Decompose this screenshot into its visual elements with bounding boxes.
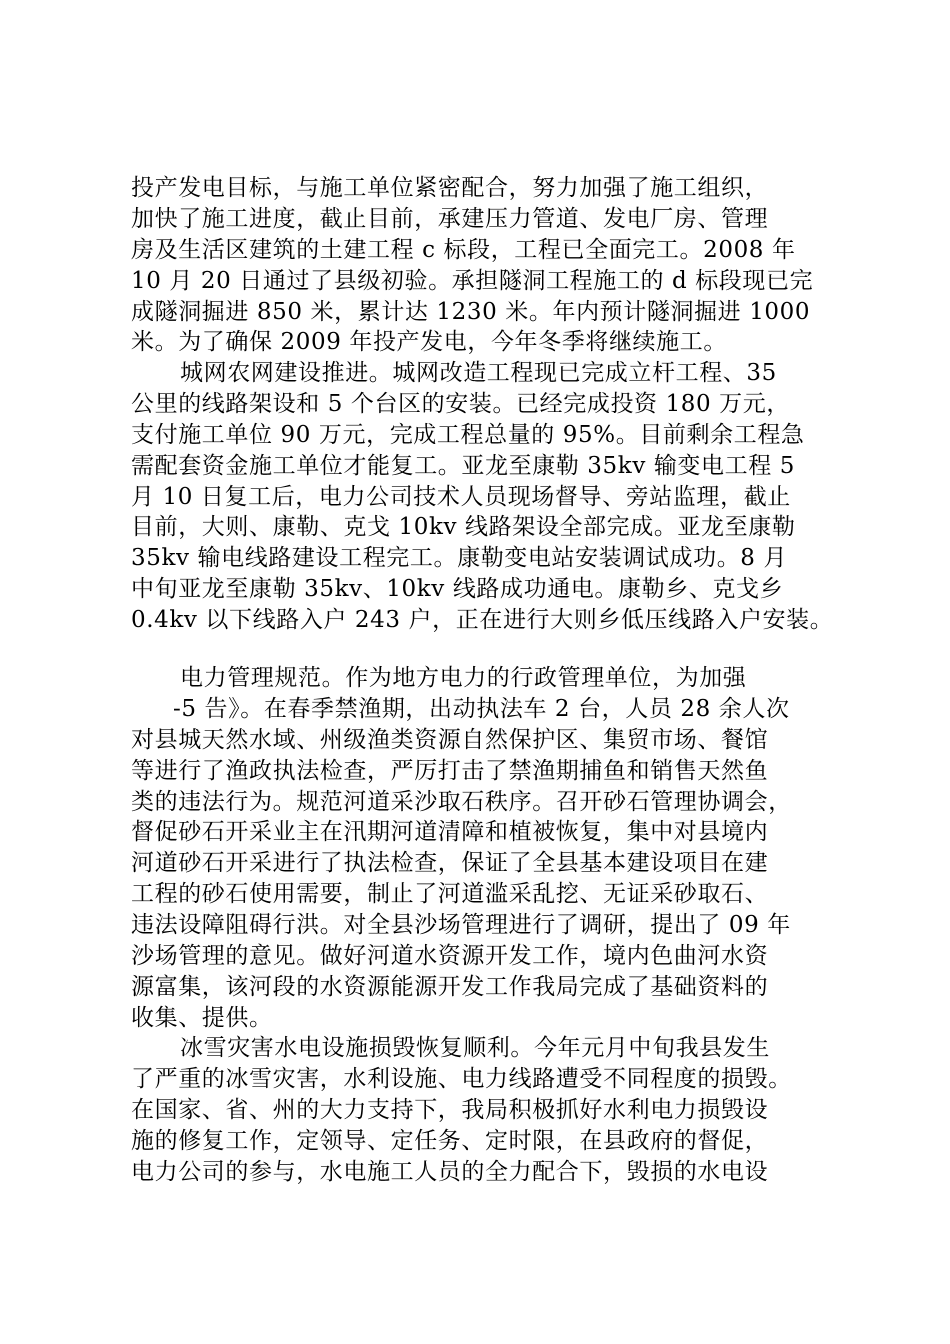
text-line: 加快了施工进度，截止目前，承建压力管道、发电厂房、管理 (131, 205, 769, 232)
text-line: 等进行了渔政执法检查，严厉打击了禁渔期捕鱼和销售天然鱼 (131, 757, 769, 784)
text-line: 在国家、省、州的大力支持下，我局积极抓好水利电力损毁设 (131, 1096, 769, 1123)
text-line: 月 10 日复工后，电力公司技术人员现场督导、旁站监理，截止 (131, 483, 791, 510)
text-line: 支付施工单位 90 万元，完成工程总量的 95%。目前剩余工程急 (131, 421, 805, 448)
text-line: 需配套资金施工单位才能复工。亚龙至康勒 35kv 输变电工程 5 (131, 452, 795, 479)
text-line: 源富集，该河段的水资源能源开发工作我局完成了基础资料的 (131, 973, 769, 1000)
text-line: 工程的砂石使用需要，制止了河道滥采乱挖、无证采砂取石、 (131, 881, 769, 908)
text-line: 督促砂石开采业主在汛期河道清障和植被恢复，集中对县境内 (131, 819, 769, 846)
text-line: -5 告》。在春季禁渔期，出动执法车 2 台，人员 28 余人次 (173, 695, 790, 722)
text-line: 施的修复工作，定领导、定任务、定时限，在县政府的督促， (131, 1127, 769, 1154)
text-line: 中旬亚龙至康勒 35kv、10kv 线路成功通电。康勒乡、克戈乡 (131, 576, 784, 603)
text-line: 沙场管理的意见。做好河道水资源开发工作，境内色曲河水资 (131, 943, 769, 970)
text-line: 房及生活区建筑的土建工程 c 标段，工程已全面完工。2008 年 (131, 236, 796, 263)
paragraph-grid-construction (131, 358, 833, 636)
text-line: 违法设障阻碍行洪。对全县沙场管理进行了调研，提出了 09 年 (131, 912, 791, 939)
text-line: 对县城天然水域、州级渔类资源自然保护区、集贸市场、餐馆 (131, 726, 769, 753)
text-line: 电力公司的参与，水电施工人员的全力配合下，毁损的水电设 (131, 1158, 769, 1185)
text-line: 投产发电目标，与施工单位紧密配合，努力加强了施工组织， (131, 175, 769, 201)
text-line: 电力管理规范。作为地方电力的行政管理单位，为加强 (180, 665, 747, 691)
text-line: 了严重的冰雪灾害，水利设施、电力线路遭受不同程度的损毁。 (131, 1065, 792, 1092)
paragraph-construction-progress (131, 173, 813, 358)
text-line: 米。为了确保 2009 年投产发电，今年冬季将继续施工。 (131, 329, 727, 356)
text-line: 目前，大则、康勒、克戈 10kv 线路架设全部完成。亚龙至康勒 (131, 514, 796, 541)
text-line: 成隧洞掘进 850 米，累计达 1230 米。年内预计隧洞掘进 1000 (131, 298, 811, 325)
text-line: 收集、提供。 (131, 1004, 273, 1031)
text-line: 河道砂石开采进行了执法检查，保证了全县基本建设项目在建 (131, 850, 769, 877)
text-line: 冰雪灾害水电设施损毁恢复顺利。今年元月中旬我县发生 (180, 1035, 770, 1061)
text-line: 公里的线路架设和 5 个台区的安装。已经完成投资 180 万元， (131, 390, 790, 417)
paragraph-power-management (131, 663, 792, 1034)
text-line: 类的违法行为。规范河道采沙取石秩序。召开砂石管理协调会， (131, 788, 792, 815)
text-line: 城网农网建设推进。城网改造工程现已完成立杆工程、35 (180, 360, 777, 386)
text-line: 10 月 20 日通过了县级初验。承担隧洞工程施工的 d 标段现已完 (131, 267, 814, 294)
paragraph-disaster-recovery (131, 1033, 792, 1187)
text-line: 0.4kv 以下线路入户 243 户，正在进行大则乡低压线路入户安装。 (131, 607, 834, 634)
text-line: 35kv 输电线路建设工程完工。康勒变电站安装调试成功。8 月 (131, 545, 788, 572)
